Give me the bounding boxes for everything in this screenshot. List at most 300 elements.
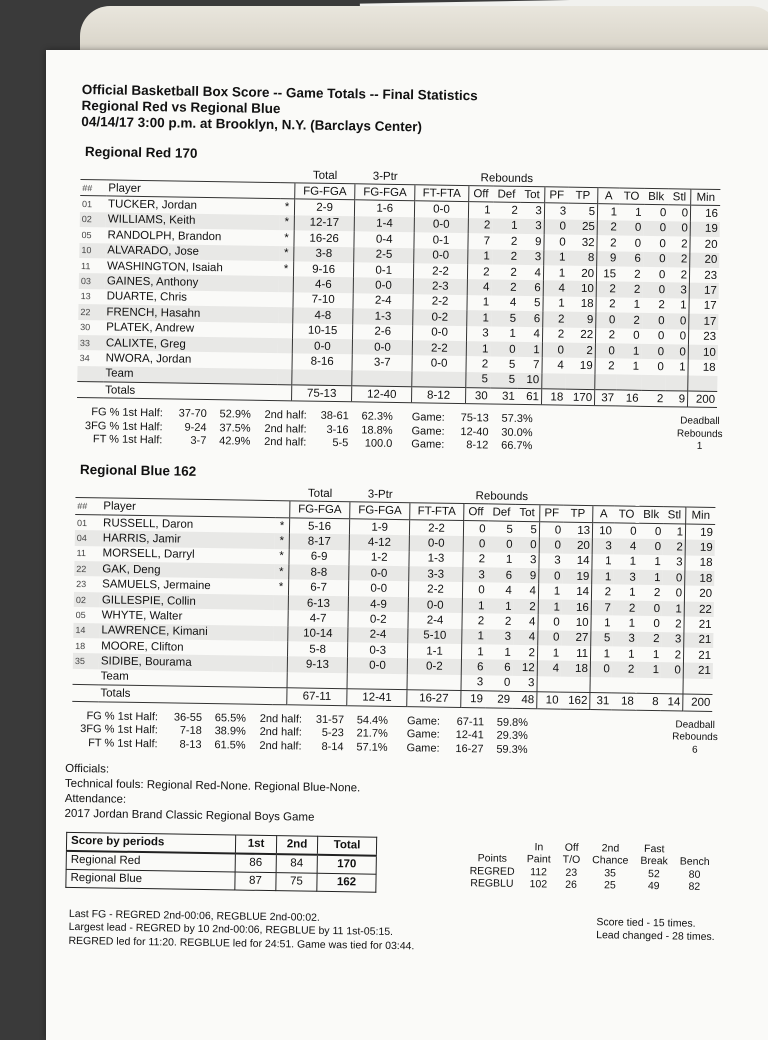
player-name: RUSSELL, Daron [102, 516, 194, 531]
stat-pf: 0 [539, 568, 563, 584]
stat-tp: 11 [576, 647, 589, 660]
stat-fg: 6-13 [288, 595, 348, 611]
stat-pf: 0 [544, 234, 568, 250]
total-pf: 10 [537, 692, 561, 709]
stat-tp3: 2-6 [353, 324, 413, 340]
stat-min: 22 [684, 601, 714, 617]
stat-a: 1 [592, 554, 614, 570]
stat-to: 1 [629, 586, 636, 599]
stat-fg: 0-0 [292, 338, 352, 354]
stat-fg: 12-17 [294, 215, 354, 231]
stat-tot: 4 [529, 585, 537, 598]
stat-stl: 1 [662, 601, 684, 617]
stat-def: 4 [509, 297, 517, 310]
stat-tot: 2 [513, 599, 538, 615]
periods-p1: 86 [235, 853, 276, 872]
stat-min: 23 [688, 329, 718, 345]
stat-stl: 0 [681, 207, 689, 220]
stat-tot: 6 [518, 280, 543, 296]
pct-h2l: 2nd half: [264, 409, 307, 423]
stat-min: 23 [689, 268, 719, 284]
stat-tp3: 0-4 [354, 231, 414, 247]
stat-def: 2 [491, 280, 518, 296]
stat-fg: 3-8 [294, 246, 354, 262]
stat-fg: 10-14 [288, 626, 348, 642]
stat-tp3: 1-2 [349, 550, 409, 566]
column-header-to: TO [614, 506, 639, 523]
stat-stl: 0 [679, 330, 687, 343]
jersey-number: 04 [75, 530, 101, 546]
stat-tp3: 2-4 [353, 293, 413, 309]
column-header-blk: Blk [639, 507, 664, 524]
stat-to: 2 [613, 600, 638, 616]
stat-ft: 5-10 [408, 628, 462, 644]
deadball-rebounds [677, 416, 723, 454]
stat-tp3: 2-4 [348, 627, 408, 643]
stat-min: 21 [684, 617, 714, 633]
stat-min: 18 [688, 360, 718, 376]
starter-mark: * [274, 564, 289, 580]
stat-tp: 13 [577, 524, 591, 537]
box-score-content [64, 82, 738, 958]
stat-ft [407, 674, 461, 691]
total-a: 31 [590, 693, 612, 710]
stat-a [595, 374, 617, 390]
starter-mark: * [284, 201, 290, 214]
stat-pf: 1 [543, 296, 567, 312]
stat-a: 1 [592, 569, 614, 585]
stat-tot: 9 [534, 235, 542, 249]
jersey-number: 03 [79, 273, 105, 289]
points-breakdown-table [463, 840, 716, 894]
stat-blk: 0 [642, 282, 667, 298]
stat-tp3: 0-0 [349, 581, 409, 597]
misc-head: Points [477, 852, 508, 865]
pct-h1: 3-7 [190, 435, 207, 448]
misc-head: T/O [562, 853, 581, 866]
column-header-star [275, 501, 290, 518]
starter-mark [273, 641, 288, 657]
column-header-tot: Tot [520, 186, 545, 203]
stat-to: 3 [612, 631, 637, 647]
pct-h2: 5-5 [332, 437, 349, 450]
pct-g: 12-40 [460, 425, 489, 439]
pct-g: 12-41 [455, 728, 484, 742]
stat-tot: 3 [519, 219, 544, 235]
stat-to: 2 [617, 313, 642, 329]
stat-tot: 9 [514, 568, 539, 584]
pct-h2: 3-16 [326, 423, 349, 437]
stat-fg: 4-6 [293, 277, 353, 293]
total-min: 200 [687, 391, 717, 408]
stat-stl: 0 [666, 344, 688, 360]
stat-to: 1 [632, 360, 640, 373]
player-name: TUCKER, Jordan [107, 198, 198, 212]
stat-to: 1 [633, 299, 641, 312]
stat-blk: 0 [659, 207, 667, 220]
stat-to: 0 [630, 525, 637, 538]
misc-head: 2nd [601, 841, 620, 855]
stat-a: 2 [595, 358, 617, 374]
stat-tp3: 1-4 [354, 216, 414, 232]
stat-ft: 2-3 [413, 279, 467, 295]
stat-tot: 4 [513, 629, 538, 645]
column-header-tot: Tot [515, 505, 540, 522]
stat-stl: 1 [680, 299, 687, 312]
pct-gp: 66.7% [501, 440, 533, 453]
officials-block [64, 761, 727, 831]
total-fg: 75-13 [292, 385, 352, 402]
stat-tp3: 4-9 [348, 596, 408, 612]
totals-spacer [277, 385, 292, 402]
player-name: ALVARADO, Jose [105, 243, 279, 261]
stat-def: 5 [506, 523, 513, 536]
stat-a: 9 [597, 251, 619, 267]
stat-tot: 2 [528, 646, 536, 659]
stat-pf: 1 [543, 265, 567, 281]
pct-gp: 57.3% [501, 413, 533, 426]
stat-a: 2 [596, 328, 618, 344]
column-header-num: ## [80, 179, 106, 196]
total-blk: 8 [636, 693, 661, 710]
total-to: 16 [616, 390, 641, 407]
pct-label: FG % 1st Half: [91, 406, 163, 420]
stat-off: 1 [461, 644, 486, 660]
stat-to: 1 [628, 648, 635, 661]
starter-mark: * [278, 581, 284, 594]
stat-off: 5 [465, 372, 490, 388]
total-def: 29 [485, 691, 512, 708]
stat-stl: 2 [667, 252, 689, 268]
player-name: HARRIS, Jamir [101, 531, 275, 549]
stat-off: 0 [462, 582, 487, 598]
misc-cell: 52 [647, 867, 660, 880]
stat-fg: 4-7 [288, 611, 348, 627]
stat-ft: 0-2 [413, 309, 467, 325]
stat-tp3: 0-1 [354, 262, 414, 278]
misc-cell: 112 [530, 865, 548, 878]
stat-blk: 1 [638, 570, 663, 586]
stat-tp: 20 [563, 538, 593, 554]
starter-mark: * [283, 262, 289, 275]
stat-to: 0 [634, 237, 642, 250]
doc-title: Official Basketball Box Score -- Game Totals -- Final Statistics [81, 82, 478, 104]
starter-mark [273, 610, 288, 626]
stat-tp: 19 [579, 359, 593, 373]
stat-pf: 1 [538, 584, 562, 600]
stat-a: 2 [596, 297, 618, 313]
stat-min [688, 375, 718, 391]
stat-def: 1 [509, 327, 516, 341]
pct-h2l: 2nd half: [264, 422, 307, 436]
stat-min: 18 [685, 555, 715, 571]
stat-to: 2 [612, 662, 637, 678]
stat-a: 2 [597, 220, 619, 236]
stat-ft: 3-3 [409, 566, 463, 582]
stat-def: 4 [505, 584, 512, 597]
player-name: CALIXTE, Greg [104, 335, 278, 353]
stat-fg [292, 369, 352, 386]
stat-pf: 2 [543, 311, 567, 327]
total-tot: 48 [512, 691, 537, 708]
stat-min [683, 678, 713, 694]
jersey-number: 23 [76, 579, 87, 590]
pct-h1: 8-13 [179, 738, 202, 751]
pct-h1p: 38.9% [214, 725, 246, 738]
player-name: WHYTE, Walter [101, 609, 183, 623]
stat-off: 3 [461, 675, 486, 691]
column-group-label: Total [312, 169, 338, 183]
stat-blk: 2 [637, 631, 662, 647]
starter-mark: * [279, 246, 294, 262]
player-name: WILLIAMS, Keith [106, 212, 280, 230]
stat-off: 0 [463, 520, 488, 536]
stat-off: 1 [467, 249, 492, 265]
periods-p1: 87 [235, 872, 276, 891]
stat-stl: 2 [675, 618, 682, 631]
stat-blk: 0 [637, 601, 662, 617]
stat-def: 5 [491, 311, 518, 327]
total-fg: 67-11 [287, 688, 347, 705]
jersey-number: 11 [81, 260, 91, 271]
starter-mark [278, 307, 293, 323]
pct-h1: 9-24 [184, 421, 207, 434]
pct-gl: Game: [406, 728, 440, 741]
stat-a: 2 [591, 584, 613, 600]
stat-ft: 0-0 [409, 535, 463, 551]
stat-min: 21 [684, 632, 714, 648]
stat-stl: 2 [680, 269, 688, 282]
starter-mark [273, 672, 288, 688]
starter-mark: * [280, 215, 295, 231]
stat-blk: 1 [636, 662, 661, 678]
deadball-v: 6 [691, 744, 698, 756]
column-header-fg: FG-FGA [290, 501, 350, 518]
totals-spacer [77, 382, 103, 399]
summary-area [69, 831, 726, 911]
total-off: 19 [460, 691, 485, 708]
stat-min: 21 [683, 648, 713, 664]
column-header-def: Def [493, 186, 520, 203]
stat-to [616, 374, 641, 390]
stat-def: 3 [486, 629, 513, 645]
column-header-pf: PF [540, 505, 564, 522]
periods-total: 162 [317, 873, 376, 892]
stat-pf [537, 676, 561, 692]
total-stl: 9 [665, 391, 687, 408]
pct-gl: Game: [411, 438, 445, 452]
total-a: 37 [595, 390, 617, 407]
stat-tp: 10 [575, 616, 589, 629]
stat-fg: 8-8 [289, 564, 349, 580]
stat-blk: 0 [641, 344, 666, 360]
stat-def: 1 [504, 646, 511, 659]
player-name: PLATEK, Andrew [106, 321, 195, 335]
player-name: Team [100, 670, 129, 684]
stat-def: 2 [492, 249, 519, 265]
stat-def: 2 [510, 235, 518, 248]
player-name: MOORE, Clifton [101, 640, 184, 654]
misc-cell: 80 [688, 868, 701, 881]
jersey-number: 01 [82, 199, 93, 210]
stat-off: 2 [462, 613, 487, 629]
stat-blk: 0 [657, 330, 665, 343]
stat-pf: 0 [542, 342, 566, 358]
total-pf: 18 [541, 389, 565, 406]
stat-pf: 3 [544, 203, 568, 219]
periods-p2: 84 [276, 854, 317, 873]
misc-cell: 26 [565, 878, 578, 891]
stat-tp: 5 [588, 206, 596, 219]
column-group-label: Rebounds [475, 490, 529, 504]
stat-tp3: 1-9 [350, 519, 410, 536]
stat-stl: 0 [675, 587, 683, 600]
stat-ft: 1-3 [409, 551, 463, 567]
misc-head: Fast [644, 842, 665, 855]
misc-cell: 23 [565, 866, 578, 879]
stat-tp: 20 [581, 267, 595, 280]
misc-head: Chance [592, 854, 629, 867]
stat-ft: 1-1 [408, 643, 462, 659]
stat-pf: 0 [539, 537, 563, 553]
jersey-number: 11 [76, 548, 87, 559]
totals-spacer [272, 688, 287, 705]
stat-fg: 5-8 [287, 641, 347, 657]
stat-blk [636, 678, 661, 694]
pct-h2: 31-57 [315, 713, 345, 726]
column-group-label: 3-Ptr [367, 489, 393, 502]
pct-h1p: 42.9% [219, 435, 251, 449]
stat-off: 2 [466, 356, 491, 372]
stat-off: 3 [466, 326, 491, 342]
stat-ft [412, 371, 466, 388]
teams-container [71, 144, 736, 762]
stat-off: 1 [467, 295, 492, 311]
stat-ft: 0-0 [412, 356, 466, 372]
stat-to [611, 677, 636, 693]
jersey-number: 02 [74, 592, 100, 608]
stat-ft: 0-1 [414, 232, 468, 248]
starter-mark: * [275, 533, 290, 549]
misc-cell: 25 [603, 879, 616, 892]
stat-def: 2 [504, 615, 512, 628]
pct-h1: 7-18 [179, 724, 202, 738]
stat-min: 19 [690, 221, 720, 237]
player-name: GAK, Deng [100, 561, 274, 579]
deadball-l1: Deadball [675, 718, 716, 731]
stat-fg: 4-8 [293, 307, 353, 323]
stat-a: 1 [591, 646, 613, 662]
deadball-l1: Deadball [680, 415, 720, 428]
game-name-line: 2017 Jordan Brand Classic Regional Boys Game [64, 807, 315, 824]
stat-tot: 3 [519, 249, 544, 265]
stat-tp: 27 [561, 630, 591, 646]
stat-pf: 4 [537, 661, 561, 677]
total-blk: 2 [640, 390, 665, 407]
stat-tp3: 0-2 [348, 611, 408, 627]
stat-fg: 5-16 [289, 518, 349, 535]
stat-min: 17 [689, 314, 719, 330]
column-header-star [280, 183, 295, 200]
stat-tp3: 0-0 [349, 565, 409, 581]
jersey-number: 35 [73, 653, 99, 669]
column-header-off: Off [463, 504, 488, 521]
stat-tot: 4 [533, 328, 541, 341]
stat-tp3: 0-0 [353, 278, 413, 294]
total-tp: 162 [560, 692, 590, 709]
stat-min: 17 [689, 298, 719, 314]
stat-to: 1 [629, 555, 637, 569]
pct-h1p: 65.5% [214, 711, 247, 725]
stat-ft: 2-2 [413, 294, 467, 310]
stat-stl: 0 [668, 221, 690, 237]
stat-stl: 3 [676, 556, 683, 569]
column-group-label [415, 170, 469, 185]
pct-g: 16-27 [455, 742, 484, 755]
stat-tot: 3 [535, 205, 542, 218]
total-tp3: 12-41 [347, 689, 407, 706]
pct-g: 67-11 [456, 715, 485, 728]
stat-to: 2 [618, 282, 643, 298]
stat-to: 6 [618, 251, 643, 267]
starter-mark: * [279, 519, 285, 532]
stat-def: 2 [511, 204, 518, 217]
shooting-percentages [76, 406, 733, 458]
stat-min: 19 [685, 540, 715, 556]
stat-to: 0 [619, 220, 644, 236]
column-group-label: Total [307, 488, 333, 501]
jersey-number: 05 [81, 229, 92, 241]
column-header-min: Min [691, 189, 721, 206]
stat-pf: 3 [539, 553, 563, 569]
starter-mark [278, 292, 293, 308]
stat-ft: 0-0 [414, 217, 468, 233]
column-header-a: A [598, 188, 620, 205]
jersey-number: 30 [80, 322, 91, 333]
column-header-to: TO [619, 188, 644, 205]
stat-off: 2 [468, 218, 493, 234]
pct-h2p: 57.1% [356, 740, 388, 754]
stat-blk: 2 [653, 587, 661, 600]
starter-mark [278, 353, 293, 369]
pct-label: FT % 1st Half: [92, 433, 163, 447]
game-notes [68, 907, 725, 958]
stat-tp3 [347, 673, 407, 690]
pct-h2p: 62.3% [361, 410, 393, 424]
jersey-number: 22 [78, 304, 104, 320]
stat-blk: 0 [658, 268, 666, 281]
stat-min: 17 [689, 283, 719, 299]
stat-blk: 1 [652, 648, 660, 661]
stat-pf: 2 [542, 327, 566, 343]
pct-h2: 38-61 [320, 410, 349, 423]
stat-tp: 32 [581, 236, 595, 249]
jersey-number: 01 [77, 517, 88, 528]
stat-a: 10 [592, 522, 614, 538]
pct-g: 75-13 [460, 412, 489, 425]
stat-off: 1 [466, 310, 491, 326]
stat-blk: 0 [642, 313, 667, 329]
stat-ft: 2-2 [412, 340, 466, 356]
pct-h2l: 2nd half: [259, 725, 302, 739]
stat-min: 10 [688, 344, 718, 360]
column-header-ft: FT-FTA [415, 185, 469, 202]
stat-def: 0 [503, 677, 511, 690]
stat-a: 1 [591, 615, 613, 631]
player-name: LAWRENCE, Kimani [99, 623, 273, 641]
pct-h2l: 2nd half: [259, 739, 302, 753]
stat-to: 3 [613, 569, 638, 585]
